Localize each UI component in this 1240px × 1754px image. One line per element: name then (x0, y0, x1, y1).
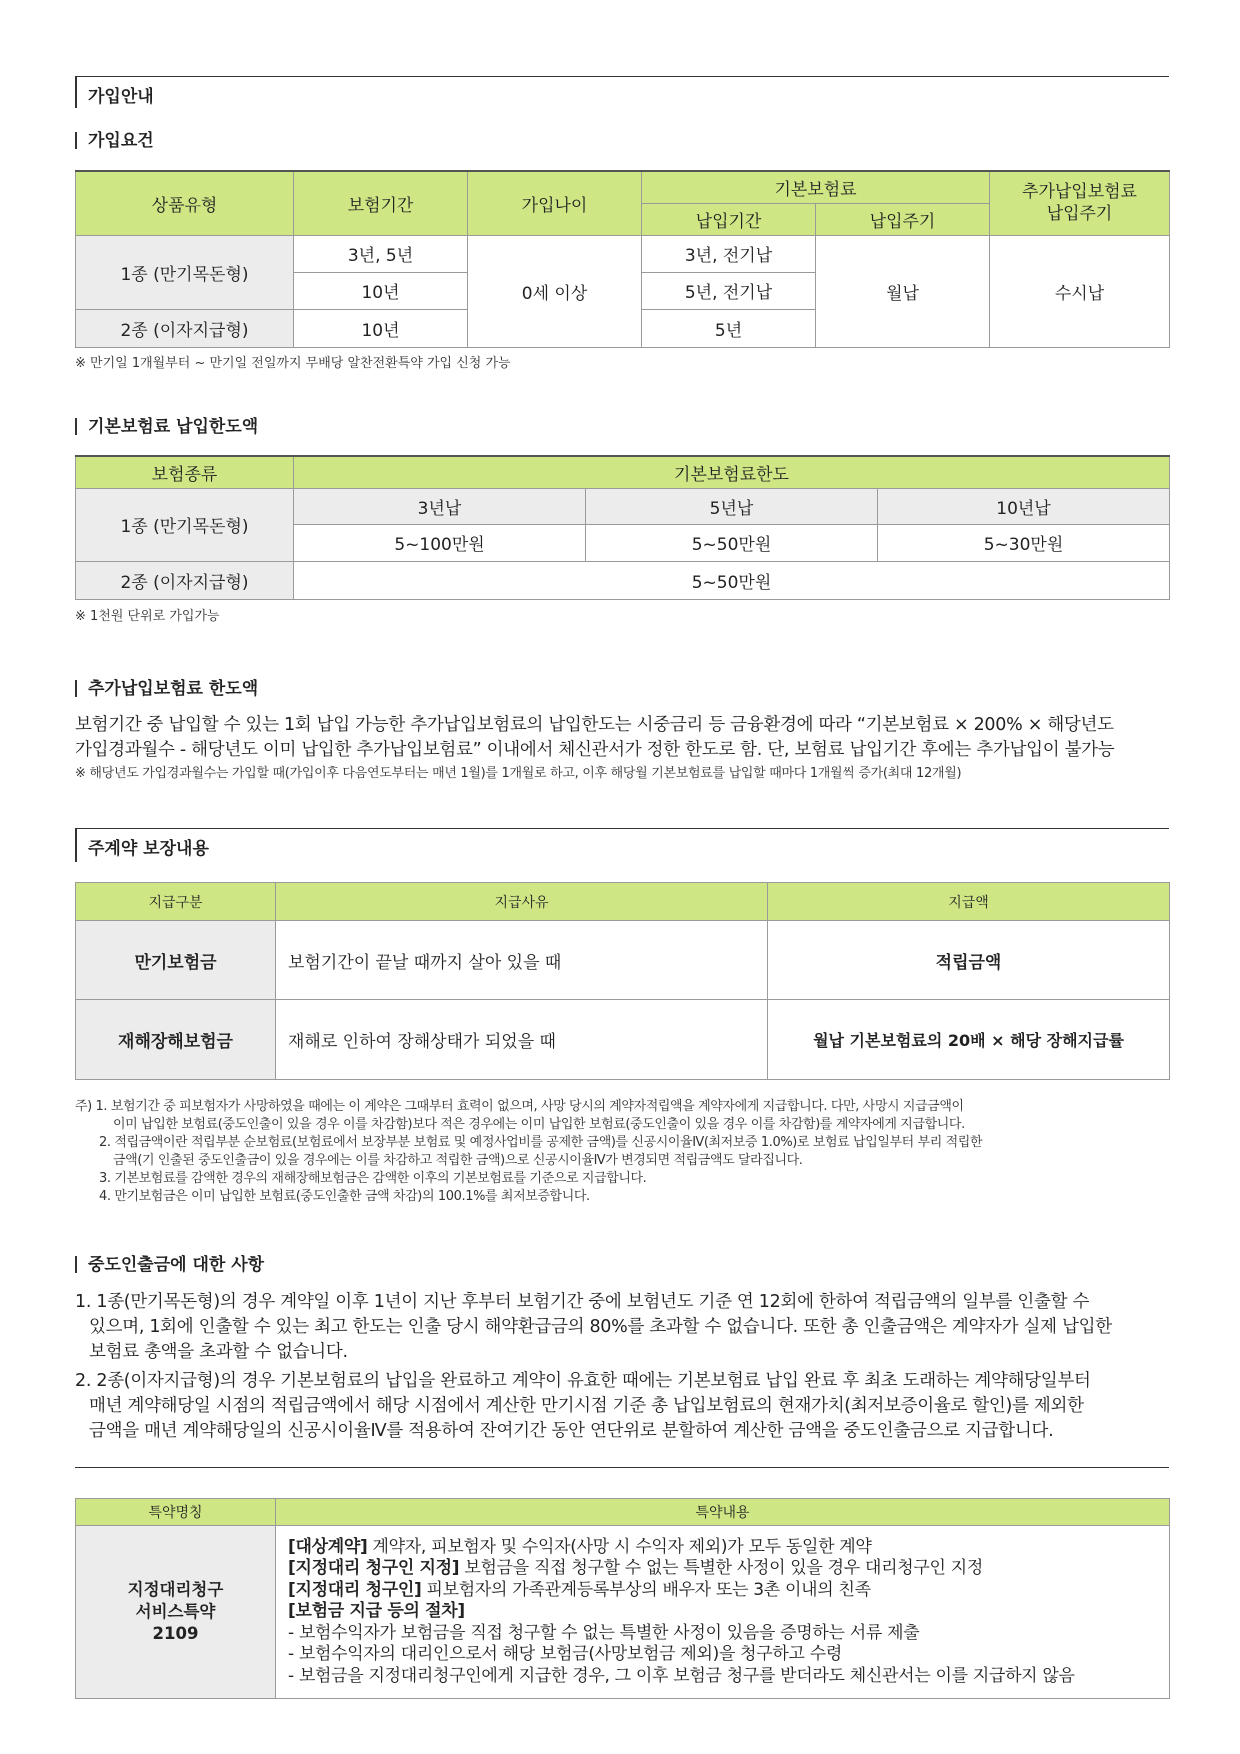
coverage-note-line: 이미 납입한 보험료(중도인출이 있을 경우 이를 차감함)보다 적은 경우에는 이미 납입한 보험료(중도인출이 있을 경우 이를 차감함)를 계약자에게 지급합니다. (113, 1117, 965, 1132)
th-premium: 기본보험료 (642, 171, 990, 203)
requirements-table (75, 170, 1170, 348)
th-pay-category: 지급구분 (76, 883, 276, 921)
additional-line2: 가입경과월수 - 해당년도 이미 납입한 추가납입보험료” 이내에서 체신관서가 정한 한도로 함. 단, 보험료 납입기간 후에는 추가납입이 불가능 (75, 740, 1115, 760)
rider-line: - 보험수익자의 대리인으로서 해당 보험금(사망보험금 제외)을 청구하고 수령 (288, 1644, 843, 1665)
limit-col-5y: 5년납 (586, 488, 878, 524)
heading-bar (75, 418, 77, 435)
withdrawal-line: 매년 계약해당일 시점의 적립금액에서 해당 시점에서 계산한 만기시점 기준 총 납입보험료의 현재가치(최저보증이율로 할인)를 제외한 (89, 1396, 1084, 1416)
coverage-table (75, 882, 1170, 1080)
cell-period2: 10년 (294, 272, 468, 309)
rider-label: [대상계약] (288, 1536, 368, 1557)
limit-val-type2: 5~50만원 (294, 561, 1170, 599)
th-additional-cycle (990, 171, 1170, 235)
rider-content-cell (276, 1526, 1170, 1699)
coverage-note-line: 주) 1. 보험기간 중 피보험자가 사망하였을 때에는 이 계약은 그때부터 효력이 없으며, 사망 당시의 계약자적립액을 계약자에게 지급합니다. 다만, 사망시 지급금액이 (75, 1099, 964, 1114)
heading-coverage: 주계약 보장내용 (88, 839, 209, 859)
rider-name-line: 2109 (152, 1624, 199, 1643)
withdrawal-line: 있으며, 1회에 인출할 수 있는 최고 한도는 인출 당시 해약환급금의 80%를 초과할 수 없습니다. 또한 총 인출금액은 계약자가 실제 납입한 (89, 1317, 1112, 1337)
th-age: 가입나이 (468, 171, 642, 235)
coverage-note-line: 4. 만기보험금은 이미 납입한 보험료(중도인출한 금액 차감)의 100.1%를 최저보증합니다. (99, 1189, 590, 1204)
section-top-rule (75, 76, 1169, 77)
th-period: 보험기간 (294, 171, 468, 235)
coverage-note-line: 2. 적립금액이란 적립부분 순보험료(보험료에서 보장부분 보험료 및 예정사업비를 공제한 금액)를 신공시이율Ⅳ(최저보증 1.0%)로 보험료 납입일부터 부리 적립한 (99, 1135, 983, 1150)
rider-text: 계약자, 피보험자 및 수익자(사망 시 수익자 제외)가 모두 동일한 계약 (367, 1536, 872, 1557)
rider-label: [지정대리 청구인 지정] (288, 1558, 460, 1579)
cell-pay-period3: 5년 (642, 309, 816, 347)
limit-type1: 1종 (만기목돈형) (76, 488, 294, 561)
section-title-join-info: 가입안내 (88, 87, 154, 107)
cell-type2: 2종 (이자지급형) (76, 309, 294, 347)
rider-text: 보험금을 직접 청구할 수 없는 특별한 사정이 있을 경우 대리청구인 지정 (459, 1558, 983, 1579)
requirements-note: ※ 만기일 1개월부터 ~ 만기일 전일까지 무배당 알찬전환특약 가입 신청 가능 (75, 356, 511, 371)
section-side-rule (75, 828, 77, 862)
additional-line1: 보험기간 중 납입할 수 있는 1회 납입 가능한 추가납입보험료의 납입한도는 시중금리 등 금융환경에 따라 “기본보험료 × 200% × 해당년도 (75, 715, 1114, 735)
coverage-r2-name: 재해장해보험금 (76, 1000, 276, 1080)
heading-requirements: 가입요건 (88, 131, 154, 151)
cell-period3: 10년 (294, 309, 468, 347)
cell-pay-cycle: 월납 (816, 235, 990, 347)
limit-type2: 2종 (이자지급형) (76, 561, 294, 599)
coverage-r1-reason: 보험기간이 끝날 때까지 살아 있을 때 (276, 921, 768, 1000)
th-pay-amount: 지급액 (768, 883, 1170, 921)
withdrawal-list (75, 1290, 1112, 1444)
limit-col-3y: 3년납 (294, 488, 586, 524)
rider-name-line: 지정대리청구 (127, 1580, 224, 1599)
rider-table (75, 1498, 1170, 1699)
cell-type1: 1종 (만기목돈형) (76, 235, 294, 309)
coverage-note-line: 금액(기 인출된 중도인출금이 있을 경우에는 이를 차감하고 적립한 금액)으로 신공시이율Ⅳ가 변경되면 적립금액도 달라집니다. (113, 1153, 803, 1168)
section-top-rule (75, 828, 1169, 829)
th-type: 상품유형 (76, 171, 294, 235)
th-pay-reason: 지급사유 (276, 883, 768, 921)
limit-val-10y: 5~30만원 (878, 524, 1170, 561)
coverage-r2-reason: 재해로 인하여 장해상태가 되었을 때 (276, 1000, 768, 1080)
cell-pay-period1: 3년, 전기납 (642, 235, 816, 272)
heading-bar (75, 132, 77, 149)
heading-bar (75, 1256, 77, 1273)
rider-line (288, 1580, 1169, 1602)
th-add-line2: 납입주기 (1046, 204, 1113, 225)
limit-val-5y: 5~50만원 (586, 524, 878, 561)
premium-limit-note: ※ 1천원 단위로 가입가능 (75, 609, 220, 624)
rider-name-line: 서비스특약 (135, 1602, 216, 1621)
th-limit: 기본보험료한도 (294, 456, 1170, 488)
cell-age: 0세 이상 (468, 235, 642, 347)
coverage-r1-name: 만기보험금 (76, 921, 276, 1000)
coverage-note-line: 3. 기본보험료를 감액한 경우의 재해장해보험금은 감액한 이후의 기본보험료를 기준으로 지급합니다. (99, 1171, 647, 1186)
limit-col-10y: 10년납 (878, 488, 1170, 524)
additional-note: ※ 해당년도 가입경과월수는 가입할 때(가입이후 다음연도부터는 매년 1월)를 1개월로 하고, 이후 해당월 기본보험료를 납입할 때마다 1개월씩 증가(최대 12개월) (75, 766, 962, 781)
heading-bar (75, 680, 77, 697)
heading-premium-limit: 기본보험료 납입한도액 (88, 417, 259, 437)
section-side-rule (75, 76, 77, 108)
withdrawal-line: 금액을 매년 계약해당일의 신공시이율Ⅳ를 적용하여 잔여기간 동안 연단위로 분할하여 계산한 금액을 중도인출금으로 지급합니다. (89, 1421, 1054, 1441)
heading-additional-limit: 추가납입보험료 한도액 (88, 679, 259, 699)
cell-pay-period2: 5년, 전기납 (642, 272, 816, 309)
rider-text: 피보험자의 가족관계등록부상의 배우자 또는 3촌 이내의 친족 (421, 1579, 871, 1600)
limit-val-3y: 5~100만원 (294, 524, 586, 561)
th-kind: 보험종류 (76, 456, 294, 488)
coverage-r2-amount: 월납 기본보험료의 20배 × 해당 장해지급률 (768, 1000, 1170, 1080)
coverage-r1-amount: 적립금액 (768, 921, 1170, 1000)
th-rider-content: 특약내용 (276, 1499, 1170, 1526)
withdrawal-line: 2. 2종(이자지급형)의 경우 기본보험료의 납입을 완료하고 계약이 유효한 때에는 기본보험료 납입 완료 후 최초 도래하는 계약해당일부터 (75, 1371, 1091, 1391)
withdrawal-line: 1. 1종(만기목돈형)의 경우 계약일 이후 1년이 지난 후부터 보험기간 중에 보험년도 기준 연 12회에 한하여 적립금액의 일부를 인출할 수 (75, 1292, 1090, 1312)
rider-line: - 보험수익자가 보험금을 직접 청구할 수 없는 특별한 사정이 있음을 증명하는 서류 제출 (288, 1622, 920, 1643)
rider-name-cell (76, 1526, 276, 1699)
th-add-line1: 추가납입보험료 (1022, 182, 1137, 203)
heading-withdrawal: 중도인출금에 대한 사항 (88, 1255, 265, 1275)
rider-line (288, 1537, 1169, 1559)
th-rider-name: 특약명칭 (76, 1499, 276, 1526)
rider-line (288, 1601, 1169, 1623)
rider-line: - 보험금을 지정대리청구인에게 지급한 경우, 그 이후 보험금 청구를 받더라도 체신관서는 이를 지급하지 않음 (288, 1665, 1075, 1686)
th-pay-period: 납입기간 (642, 203, 816, 235)
th-pay-cycle: 납입주기 (816, 203, 990, 235)
rider-label: [지정대리 청구인] (288, 1579, 422, 1600)
premium-limit-table (75, 455, 1170, 600)
cell-add-cycle: 수시납 (990, 235, 1170, 347)
rider-line (288, 1558, 1169, 1580)
section-rule (75, 1467, 1169, 1468)
withdrawal-line: 보험료 총액을 초과할 수 없습니다. (89, 1342, 348, 1362)
coverage-notes (75, 1098, 1169, 1206)
rider-label: [보험금 지급 등의 절차] (288, 1601, 465, 1622)
cell-period1: 3년, 5년 (294, 235, 468, 272)
